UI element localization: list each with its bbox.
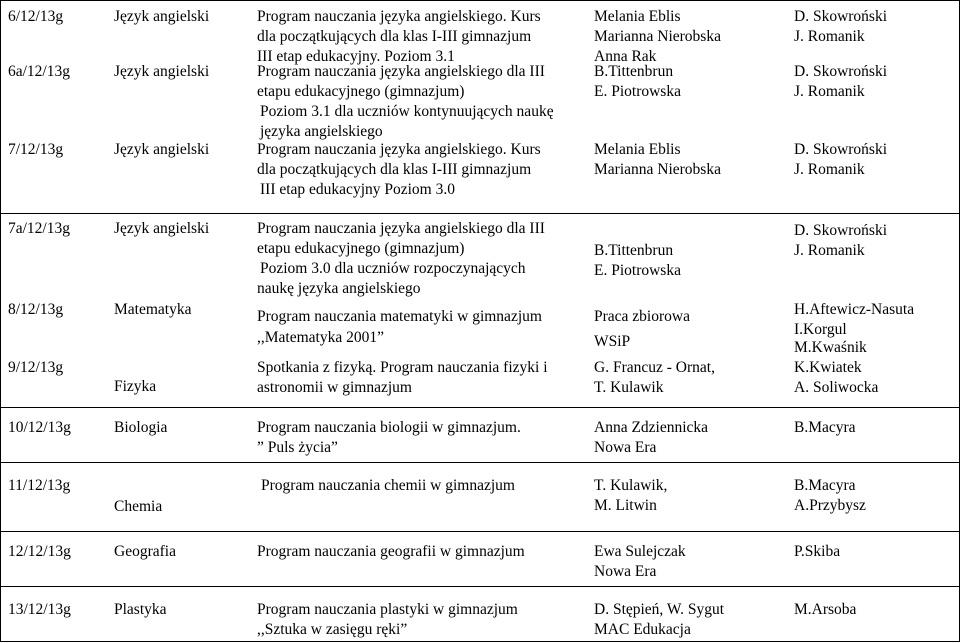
program-line: języka angielskiego: [260, 123, 383, 140]
row-id: 7/12/13g: [8, 141, 64, 158]
teacher-line: A. Soliwocka: [794, 379, 879, 396]
teacher-line: A.Przybysz: [794, 497, 866, 514]
author-line: Anna Zdziennicka: [594, 419, 709, 436]
row-divider: [0, 462, 960, 463]
program-line: ” Puls życia”: [257, 439, 338, 456]
teacher-line: D. Skowroński: [794, 8, 888, 25]
table-border-bottom: [0, 641, 960, 642]
program-line: III etap edukacyjny Poziom 3.0: [260, 181, 455, 198]
program-line: Program nauczania języka angielskiego dla III: [257, 63, 545, 80]
program-line: Poziom 3.1 dla uczniów kontynuujących naukę: [260, 103, 554, 120]
program-line: Program nauczania plastyki w gimnazjum: [257, 601, 518, 618]
program-line: Spotkania z fizyką. Program nauczania fizyki i: [257, 359, 548, 376]
author-line: E. Piotrowska: [594, 83, 681, 100]
row-id: 7a/12/13g: [8, 220, 70, 237]
program-line: naukę języka angielskiego: [257, 280, 421, 297]
program-line: etapu edukacyjnego (gimnazjum): [257, 240, 465, 257]
teacher-line: B.Macyra: [794, 477, 856, 494]
teacher-line: J. Romanik: [794, 28, 865, 45]
teacher-line: J. Romanik: [794, 161, 865, 178]
table-border-top: [0, 0, 960, 1]
program-line: Program nauczania języka angielskiego. Kurs: [257, 8, 541, 25]
author-line: T. Kulawik: [594, 379, 664, 396]
author-line: MAC Edukacja: [594, 621, 691, 638]
row-subject: Język angielski: [114, 63, 210, 80]
row-subject: Matematyka: [114, 301, 192, 318]
row-subject: Plastyka: [114, 601, 167, 618]
author-line: Ewa Sulejczak: [594, 543, 686, 560]
program-line: III etap edukacyjny. Poziom 3.1: [257, 48, 455, 65]
row-id: 11/12/13g: [8, 477, 71, 494]
teacher-line: P.Skiba: [794, 543, 841, 560]
row-id: 6/12/13g: [8, 8, 64, 25]
row-divider: [0, 531, 960, 532]
row-id: 9/12/13g: [8, 359, 64, 376]
teacher-line: D. Skowroński: [794, 141, 888, 158]
program-line: Program nauczania języka angielskiego. Kurs: [257, 141, 541, 158]
teacher-line: D. Skowroński: [794, 222, 888, 239]
row-subject: Biologia: [114, 419, 168, 436]
program-line: Program nauczania biologii w gimnazjum.: [257, 419, 521, 436]
row-subject: Geografia: [114, 543, 176, 560]
program-line: ,,Sztuka w zasięgu ręki”: [257, 621, 408, 638]
author-line: Praca zbiorowa: [594, 308, 690, 325]
author-line: E. Piotrowska: [594, 262, 681, 279]
program-line: Program nauczania matematyki w gimnazjum: [257, 308, 542, 325]
teacher-line: M.Kwaśnik: [794, 339, 867, 356]
author-line: B.Tittenbrun: [594, 63, 674, 80]
row-subject: Fizyka: [114, 378, 157, 395]
row-id: 8/12/13g: [8, 301, 64, 318]
row-id: 13/12/13g: [8, 601, 71, 618]
row-id: 12/12/13g: [8, 543, 71, 560]
teacher-line: J. Romanik: [794, 83, 865, 100]
row-subject: Chemia: [114, 498, 163, 515]
author-line: B.Tittenbrun: [594, 242, 674, 259]
row-subject: Język angielski: [114, 220, 210, 237]
program-line: etapu edukacyjnego (gimnazjum): [257, 83, 465, 100]
program-line: dla początkujących dla klas I-III gimnazjum: [257, 161, 532, 178]
teacher-line: I.Korgul: [794, 321, 847, 338]
program-line: astronomii w gimnazjum: [257, 379, 412, 396]
teacher-line: K.Kwiatek: [794, 359, 862, 376]
teacher-line: D. Skowroński: [794, 63, 888, 80]
author-line: WSiP: [594, 333, 631, 350]
row-subject: Język angielski: [114, 141, 210, 158]
author-line: Melania Eblis: [594, 141, 681, 158]
author-line: Nowa Era: [594, 439, 657, 456]
row-divider: [0, 407, 960, 408]
program-line: Program nauczania chemii w gimnazjum: [261, 477, 515, 494]
author-line: Nowa Era: [594, 563, 657, 580]
program-line: Program nauczania języka angielskiego dla III: [257, 220, 545, 237]
row-subject: Język angielski: [114, 8, 210, 25]
author-line: Marianna Nierobska: [594, 28, 721, 45]
author-line: Anna Rak: [594, 48, 657, 65]
author-line: G. Francuz - Ornat,: [594, 359, 715, 376]
author-line: Marianna Nierobska: [594, 161, 721, 178]
teacher-line: B.Macyra: [794, 419, 856, 436]
program-line: Program nauczania geografii w gimnazjum: [257, 543, 525, 560]
row-divider: [0, 586, 960, 587]
teacher-line: H.Aftewicz-Nasuta: [794, 301, 915, 318]
row-id: 6a/12/13g: [8, 63, 70, 80]
program-line: ,,Matematyka 2001”: [257, 329, 384, 346]
teacher-line: J. Romanik: [794, 242, 865, 259]
program-line: dla początkujących dla klas I-III gimnazjum: [257, 28, 532, 45]
program-line: Poziom 3.0 dla uczniów rozpoczynających: [260, 260, 526, 277]
author-line: M. Litwin: [594, 497, 657, 514]
table-border-left: [0, 0, 1, 642]
author-line: D. Stępień, W. Sygut: [594, 601, 725, 618]
author-line: Melania Eblis: [594, 8, 681, 25]
row-divider: [0, 213, 960, 214]
teacher-line: M.Arsoba: [794, 601, 857, 618]
author-line: T. Kulawik,: [594, 477, 668, 494]
row-id: 10/12/13g: [8, 419, 71, 436]
